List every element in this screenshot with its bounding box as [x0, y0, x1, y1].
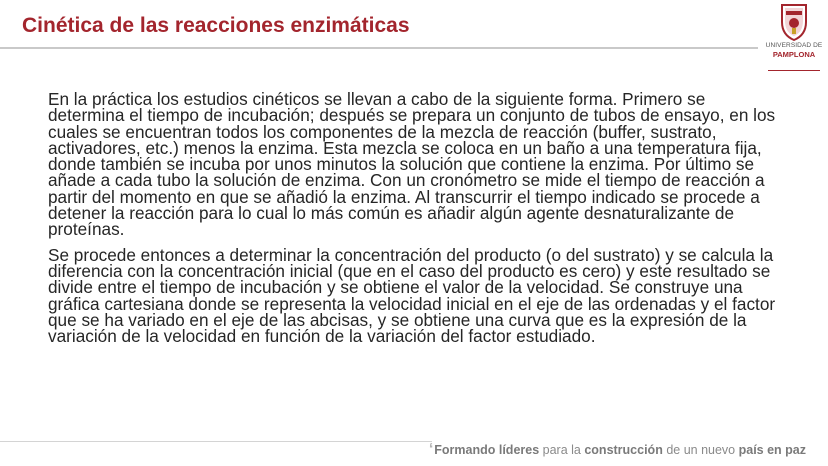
footer-divider	[0, 441, 432, 442]
slogan-part-2: para la	[539, 443, 585, 457]
footer-slogan	[429, 441, 806, 459]
slogan-mark-icon: ‘	[428, 441, 434, 458]
slogan-part-5: país en paz	[738, 443, 806, 457]
logo-pamplona-label: PAMPLONA	[772, 50, 816, 59]
university-logo	[762, 2, 826, 70]
logo-divider	[768, 70, 820, 71]
slogan-part-1: Formando líderes	[434, 443, 540, 457]
title-divider	[0, 47, 758, 49]
university-crest-icon	[779, 2, 809, 42]
slogan-part-3: construcción	[584, 443, 663, 457]
body-paragraph-2: Se procede entonces a determinar la concentración del producto (o del sustrato) y se calcula la diferencia con la concentración inicial (que en el caso del producto es cero) y este resultado se divide entre el tiempo de incubación y se obtiene el valor de la velocidad. Se construye una gráfica cartesiana donde se representa la velocidad inicial en el eje de las ordenadas y el factor que se ha variado en el eje de las abcisas, y se obtiene una curva que es la expresión de la variación de la velocidad en función de la variación del factor estudiado.	[48, 244, 776, 347]
body-paragraph-1: En la práctica los estudios cinéticos se llevan a cabo de la siguiente forma. Primero se determina el tiempo de incubación; después se prepara un conjunto de tubos de ensayo, en los cuales se encuentran todos los componentes de la mezcla de reacción (buffer, sustrato, activadores, etc.) menos la enzima. Esta mezcla se coloca en un baño a una temperatura fija, donde también se incuba por unos minutos la solución que contiene la enzima. Por último se añade a cada tubo la solución de enzima. Con un cronómetro se mide el tiempo de reacción a partir del momento en que se añadió la enzima. Al transcurrir el tiempo indicado se procede a detener la reacción para lo cual lo más común es añadir algún agente desnaturalizante de proteínas.	[48, 89, 776, 240]
slide-body	[48, 91, 776, 353]
slogan-part-4: de un nuevo	[662, 443, 739, 457]
logo-university-label: UNIVERSIDAD DE	[765, 42, 823, 49]
slide-title: Cinética de las reacciones enzimáticas	[22, 14, 410, 37]
